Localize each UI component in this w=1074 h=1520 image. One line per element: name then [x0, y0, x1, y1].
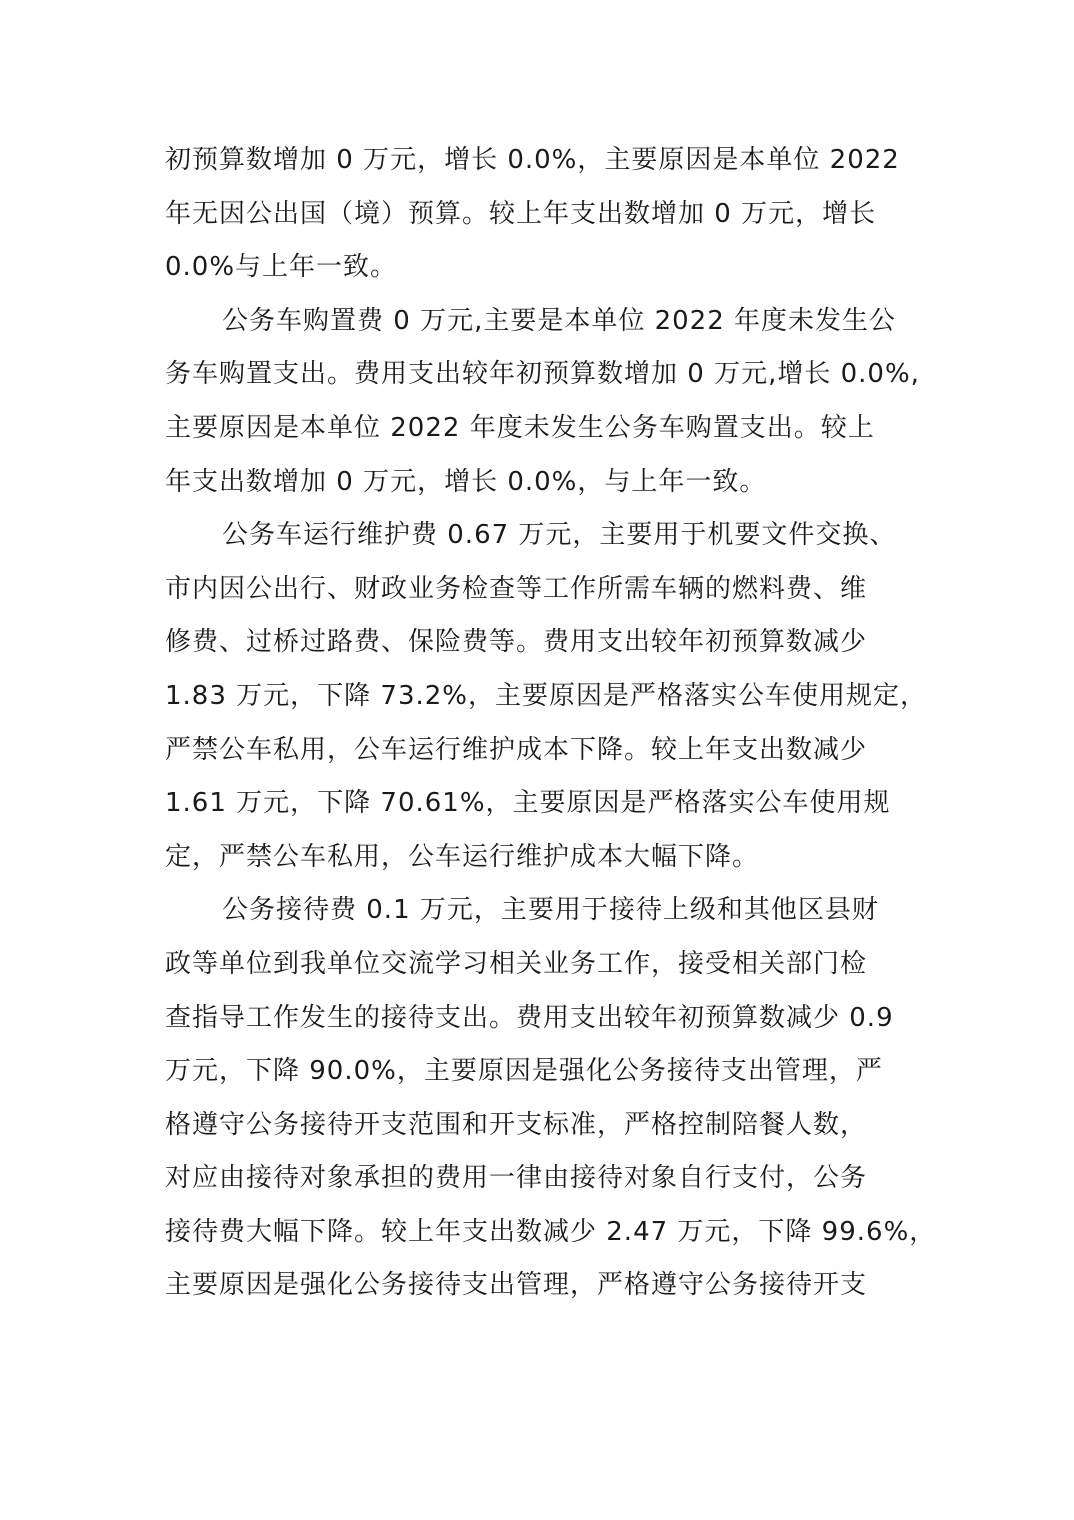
text-line: 主要原因是本单位 2022 年度未发生公务车购置支出。较上	[165, 412, 875, 443]
text-line: 1.83 万元，下降 73.2%，主要原因是严格落实公车使用规定，	[165, 680, 928, 711]
text-line: 政等单位到我单位交流学习相关业务工作，接受相关部门检	[165, 948, 868, 979]
text-line: 定，严禁公车私用，公车运行维护成本大幅下降。	[165, 841, 760, 872]
text-line: 初预算数增加 0 万元，增长 0.0%，主要原因是本单位 2022	[165, 145, 900, 175]
text-line: 修费、过桥过路费、保险费等。费用支出较年初预算数减少	[165, 627, 868, 658]
text-line: 市内因公出行、财政业务检查等工作所需车辆的燃料费、维	[165, 573, 868, 604]
paragraph-first-line: 公务接待费 0.1 万元，主要用于接待上级和其他区县财	[222, 895, 879, 926]
text-line: 查指导工作发生的接待支出。费用支出较年初预算数减少 0.9	[165, 1002, 894, 1033]
text-line: 年无因公出国（境）预算。较上年支出数增加 0 万元，增长	[165, 198, 877, 229]
text-line: 接待费大幅下降。较上年支出数减少 2.47 万元，下降 99.6%，	[165, 1216, 937, 1247]
text-line: 主要原因是强化公务接待支出管理，严格遵守公务接待开支	[165, 1270, 868, 1301]
text-line: 严禁公车私用，公车运行维护成本下降。较上年支出数减少	[165, 734, 868, 765]
text-line: 务车购置支出。费用支出较年初预算数增加 0 万元,增长 0.0%,	[165, 359, 920, 390]
text-line: 对应由接待对象承担的费用一律由接待对象自行支付，公务	[165, 1163, 868, 1194]
text-line: 格遵守公务接待开支范围和开支标准，严格控制陪餐人数，	[165, 1109, 868, 1140]
body-text	[165, 138, 937, 1317]
paragraph-first-line: 公务车运行维护费 0.67 万元，主要用于机要文件交换、	[222, 520, 897, 551]
text-line: 万元，下降 90.0%，主要原因是强化公务接待支出管理，严	[165, 1056, 883, 1087]
text-line: 年支出数增加 0 万元，增长 0.0%，与上年一致。	[165, 466, 767, 497]
paragraph-first-line: 公务车购置费 0 万元,主要是本单位 2022 年度未发生公	[222, 305, 897, 336]
text-line: 0.0%与上年一致。	[165, 252, 398, 283]
text-line: 1.61 万元，下降 70.61%，主要原因是严格落实公车使用规	[165, 788, 891, 819]
